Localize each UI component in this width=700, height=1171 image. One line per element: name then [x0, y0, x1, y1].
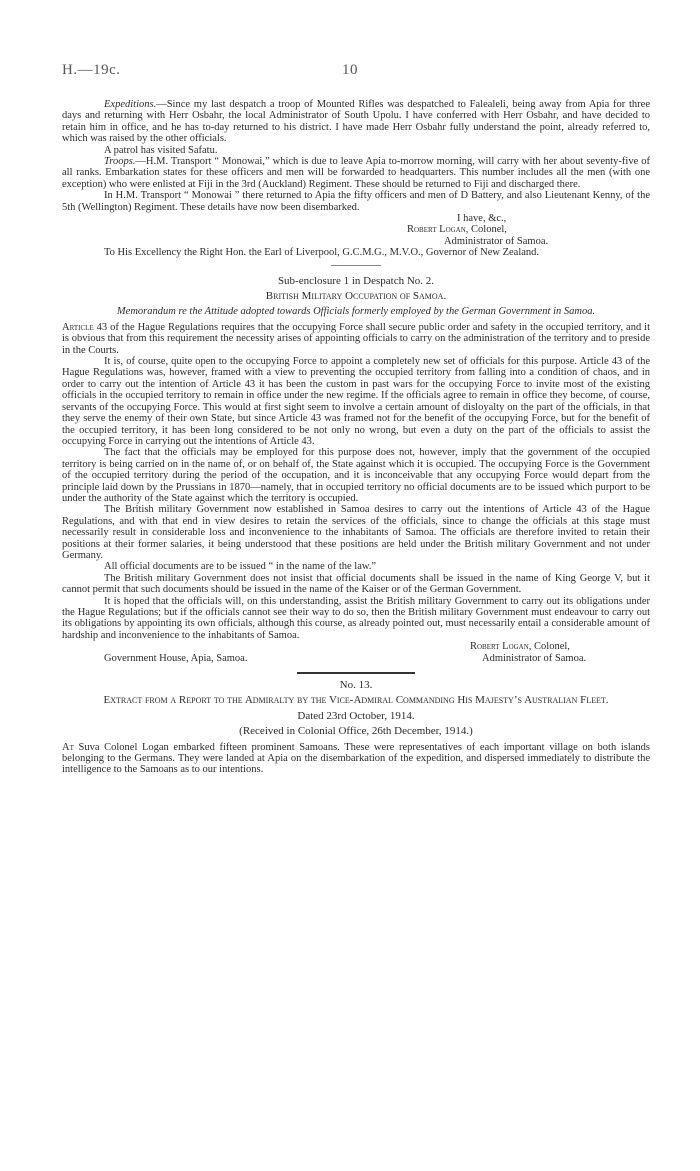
- memorandum-title: Memorandum re the Attitude adopted towards Officials formerly employed by the German Government in Samoa.: [116, 306, 596, 318]
- section-divider: [331, 265, 381, 266]
- closing-text: I have, &c.,: [457, 213, 507, 225]
- paragraph-monowai: In H.M. Transport “ Monowai ” there returned to Apia the fifty officers and men of D Battery, and also Lieutenant Kenny, of the 5th (Wellington) Regiment. These details have now been disembarked.: [62, 190, 650, 213]
- page-number: 10: [342, 62, 358, 78]
- memo-signer-rank: , Colonel,: [528, 641, 570, 653]
- despatch-continuation: [62, 99, 650, 776]
- no13-paragraph-text: Suva Colonel Logan embarked fifteen prominent Samoans. These were representatives of each important village on both islands belonging to the Germans. They were landed at Apia on the disembarkation of the expedition, and dispersed immediately to distribute the intelligence to the Samoans as to our intentions.: [62, 741, 650, 776]
- memo-paragraph-2: It is, of course, quite open to the occupying Force to appoint a completely new set of officials for this purpose. Article 43 of the Hague Regulations was, however, framed with a view to preventing the occupied territory from falling into a condition of chaos, and in order to carry out the intention of Article 43 it has been the custom in past wars for the occupying Force to invite most of the existing officials in the occupied territory to remain in office under the new regime. If the officials agree to remain in office they become, of course, servants of the occupying Force. This would at first sight seem to involve a certain amount of disloyalty on the part of the officials, in that they serve the enemy of their own State, but since Article 43 was framed not for the benefit of the occupying Force, but for the benefit of the occupied territory, it has been long considered to be not only no wrong, but even a duty on the part of the officials to assist the occupying Force in carrying out the intentions of Article 43.: [62, 356, 650, 447]
- memo-signer-title: Administrator of Samoa.: [482, 652, 587, 664]
- section-divider-thick: [297, 672, 415, 674]
- memo-location: Government House, Apia, Samoa.: [104, 652, 248, 664]
- memo-paragraph-6: The British military Government does not insist that official documents shall be issued in the name of King George V, but it cannot permit that such documents should be issued in the name of the Kaiser or of the German Government.: [62, 572, 650, 596]
- closing-line: [62, 213, 650, 224]
- signer-rank: , Colonel,: [465, 224, 507, 236]
- enclosure-heading: Sub-enclosure 1 in Despatch No. 2.: [277, 274, 435, 287]
- no13-number: No. 13.: [339, 679, 373, 692]
- memo-paragraph-1-text: 43 of the Hague Regulations requires that the occupying Force shall secure public order and safety in the occupied territory, and it is obvious that from this requirement the necessity arises of appointing officials to carry on the administration of the territory and to preside in the Courts.: [62, 321, 650, 356]
- paragraph-patrol: A patrol has visited Safatu.: [104, 144, 218, 156]
- memo-paragraph-5: All official documents are to be issued “ in the name of the law.”: [104, 561, 377, 573]
- paragraph-troops: [62, 156, 650, 190]
- no13-lead-word: At: [62, 741, 74, 753]
- memo-signature-line: [62, 641, 650, 652]
- memo-paragraph-1: [62, 322, 650, 356]
- signature-line: [62, 224, 650, 235]
- document-reference: H.—19c.: [62, 62, 121, 78]
- signer-title: Administrator of Samoa.: [444, 235, 549, 247]
- troops-label: Troops.: [104, 156, 136, 168]
- no13-title: Extract from a Report to the Admiralty by the Vice-Admiral Commanding His Majesty’s Australian Fleet.: [103, 694, 609, 707]
- no13-paragraph: [62, 742, 650, 776]
- signer-title-line: [62, 236, 650, 247]
- expeditions-text: —Since my last despatch a troop of Mounted Rifles was despatched to Falealeli, being away from Apia for three days and returning with Herr Osbahr, the local Administrator of South Upolu. I have conferred with Herr Osbahr, and have decided to retain him in office, and he has to-day returned to his district. I have made Herr Osbahr fully understand the point, already referred to, which was raised by the other officials.: [62, 99, 650, 145]
- troops-text: —H.M. Transport “ Monowai,” which is due to leave Apia to-morrow morning, will carry with her about seventy-five of all ranks. Embarkation states for these officers and men will be forwarded to headquarters. This number includes all the men (with one exception) who were enlisted at Fiji in the 3rd (Auckland) Regiment. These should be returned to Fiji and discharged there.: [62, 156, 650, 190]
- memo-signer-name: Robert Logan: [470, 641, 529, 653]
- expeditions-label: Expeditions.: [104, 99, 157, 110]
- no13-dated: Dated 23rd October, 1914.: [297, 709, 415, 722]
- memo-paragraph-7: It is hoped that the officials will, on this understanding, assist the British military Government to carry out its obligations under the Hague Regulations; but if the officials cannot see their way to do so, then the British military Government must endeavour to carry out its obligations by appointing its own officials, although this course, as already pointed out, must necessarily entail a considerable amount of hardship and inconvenience to the inhabitants of Samoa.: [62, 595, 650, 641]
- memo-paragraph-3: The fact that the officials may be employed for this purpose does not, however, imply that the government of the occupied territory is being carried on in the name of, or on behalf of, the State against which it is occupied. The occupying Force is the Government of the occupied territory during the period of the occupation, and it is inconceivable that any occupying Force would depart from the principle laid down by the Prussians in 1870—namely, that in occupied territory no official documents are to be issued which purport to be under the authority of the State against which the territory is occupied.: [62, 447, 650, 504]
- memo-lead-word: Article: [62, 321, 94, 333]
- memo-location-line: [62, 653, 650, 664]
- memo-signature: [470, 641, 570, 652]
- signer-name: Robert Logan: [407, 224, 466, 236]
- no13-received: (Received in Colonial Office, 26th December, 1914.): [239, 725, 473, 738]
- signature: [407, 224, 507, 235]
- paragraph-expeditions: [62, 99, 650, 145]
- memo-paragraph-4: The British military Government now established in Samoa desires to carry out the intentions of Article 43 of the Hague Regulations, and with that end in view desires to retain the services of the officials, since to change the officials at this stage must necessarily result in considerable loss and inconvenience to the inhabitants of Samoa. The officials are therefore invited to retain their positions at their former salaries, it being understood that these positions are held under the British military Government and not under Germany.: [62, 504, 650, 561]
- addressee: To His Excellency the Right Hon. the Earl of Liverpool, G.C.M.G., M.V.O., Governor of New Zealand.: [104, 247, 540, 259]
- enclosure-subheading: British Military Occupation of Samoa.: [265, 290, 447, 303]
